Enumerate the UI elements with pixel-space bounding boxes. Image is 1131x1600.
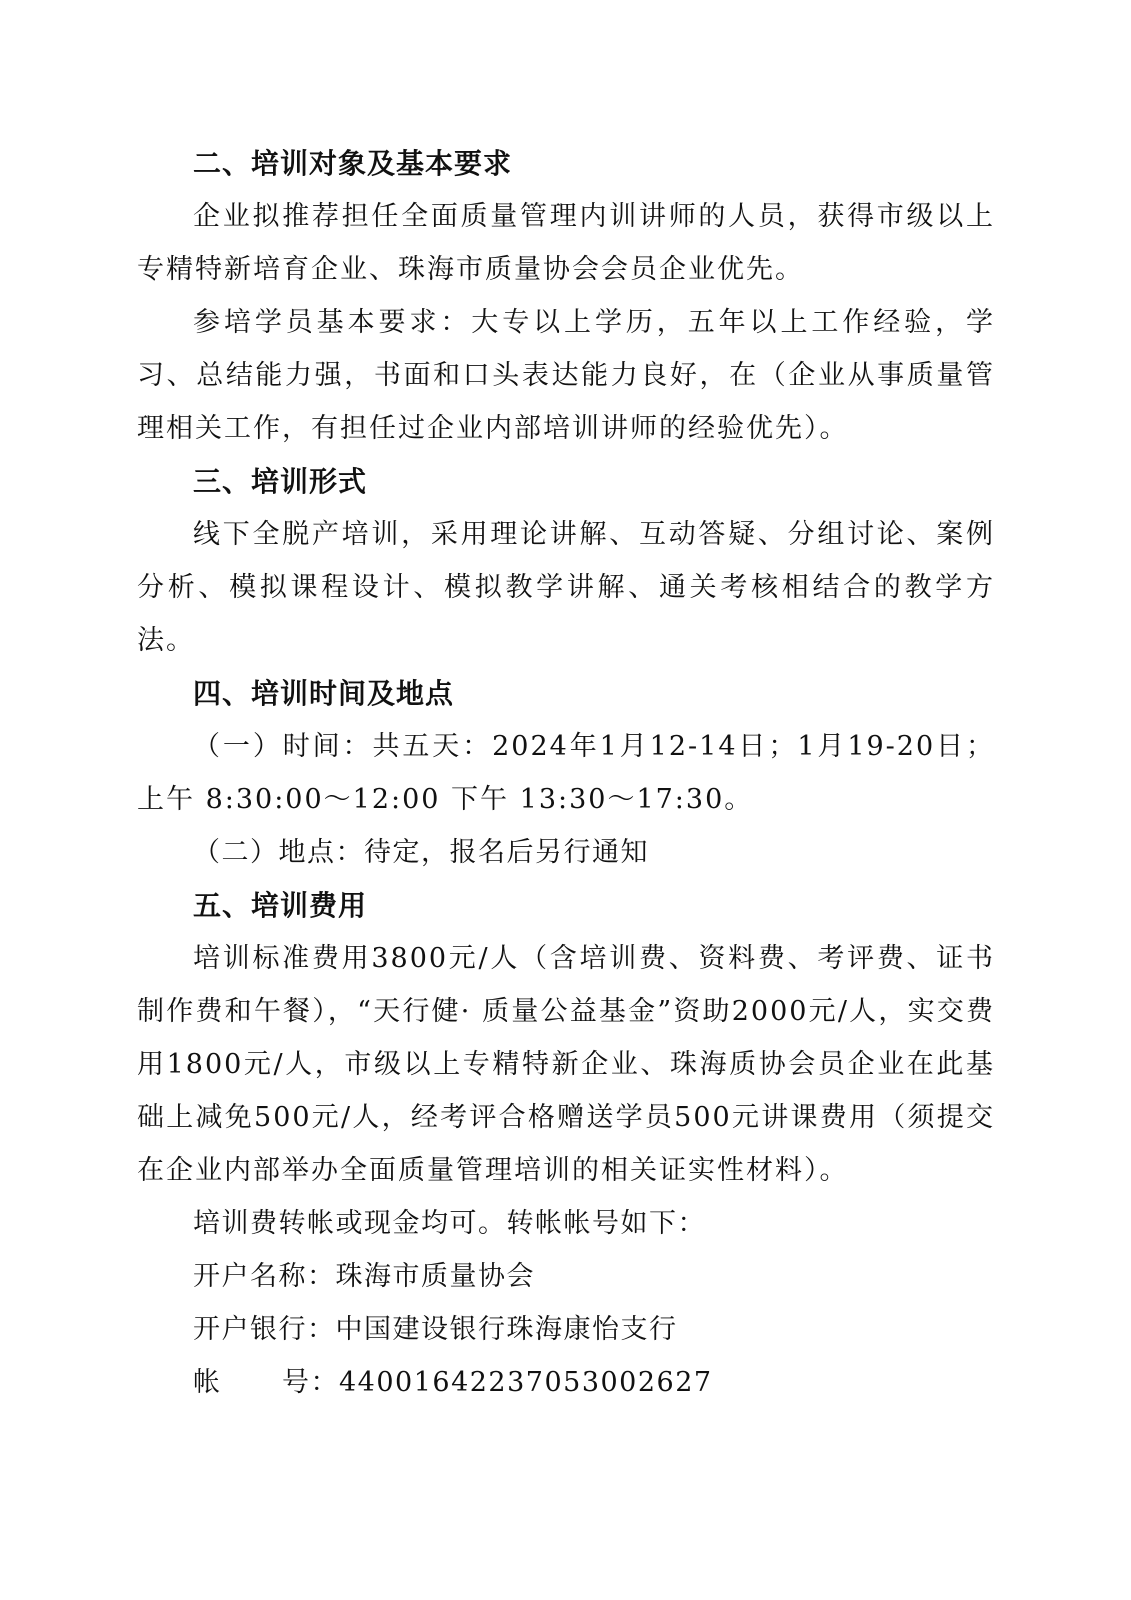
account-number-line [137,1356,995,1409]
paragraph-training-format: 线下全脱产培训，采用理论讲解、互动答疑、分组讨论、案例分析、模拟课程设计、模拟教学讲解、通关考核相结合的教学方法。 [137,519,995,656]
account-number-label: 帐 号： [193,1367,339,1398]
paragraph-trainee-requirements: 参培学员基本要求：大专以上学历，五年以上工作经验，学习、总结能力强，书面和口头表达能力良好，在（企业从事质量管理相关工作，有担任过企业内部培训讲师的经验优先）。 [137,307,995,444]
account-name-line: 开户名称：珠海市质量协会 [193,1261,535,1292]
bank-name-line: 开户银行：中国建设银行珠海康怡支行 [193,1314,678,1345]
section-heading-fees: 五、培训费用 [193,889,368,922]
section-heading-trainees: 二、培训对象及基本要求 [193,147,513,180]
paragraph-training-location: （二）地点：待定，报名后另行通知 [193,837,649,868]
account-number-value: 44001642237053002627 [339,1367,713,1398]
paragraph-recommended-staff: 企业拟推荐担任全面质量管理内训讲师的人员，获得市级以上专精特新培育企业、珠海市质量协会会员企业优先。 [137,201,995,285]
paragraph-payment-methods: 培训费转帐或现金均可。转帐帐号如下： [193,1208,706,1239]
paragraph-fee-details: 培训标准费用3800元/人（含培训费、资料费、考评费、证书制作费和午餐），“天行健· 质量公益基金”资助2000元/人，实交费用1800元/人，市级以上专精特新企业、珠海质协会员企业在此基础上减免500元/人，经考评合格赠送学员500元讲课费用（须提交在企业内部举办全面质量管理培训的相关证实性材料）。 [137,943,995,1186]
paragraph-training-time: （一）时间：共五天：2024年1月12-14日；1月19-20日；上午 8:30:00～12:00 下午 13:30～17:30。 [137,731,995,815]
section-heading-time-place: 四、培训时间及地点 [193,677,455,710]
section-heading-format: 三、培训形式 [193,465,368,498]
document-body [137,137,995,1409]
